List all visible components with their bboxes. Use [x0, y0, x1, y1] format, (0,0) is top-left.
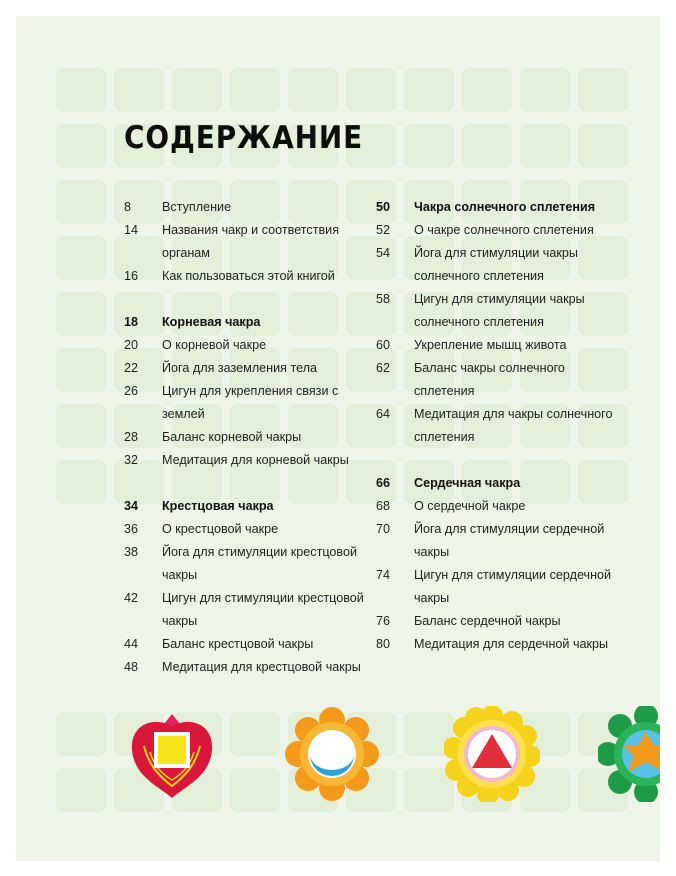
toc-page-number: 80 — [376, 637, 391, 651]
toc-page-number: 74 — [376, 568, 391, 582]
background-tile — [56, 68, 106, 112]
toc-section-heading — [124, 495, 374, 518]
background-tile — [462, 124, 512, 168]
toc-entry-title: О корневой чакре — [162, 338, 267, 352]
toc-page-number: 50 — [376, 200, 391, 214]
background-tile — [56, 124, 106, 168]
toc-entry — [124, 426, 374, 449]
toc-page-number: 70 — [376, 522, 391, 536]
background-tile — [56, 180, 106, 224]
toc-entry-title: Йога для стимуляции сердечной чакры — [414, 522, 605, 559]
toc-entry-title: О чакре солнечного сплетения — [414, 223, 594, 237]
toc-entry — [376, 219, 616, 242]
toc-page-number: 34 — [124, 499, 139, 513]
toc-page-number: 58 — [376, 292, 391, 306]
background-tile — [404, 124, 454, 168]
background-tile — [56, 460, 106, 504]
toc-section-heading — [376, 196, 616, 219]
toc-entry-title: Вступление — [162, 200, 232, 214]
toc-entry-title: Медитация для сердечной чакры — [414, 637, 609, 651]
background-tile — [462, 68, 512, 112]
background-tile — [520, 124, 570, 168]
toc-section-heading — [376, 472, 616, 495]
background-tile — [288, 68, 338, 112]
background-tile — [114, 68, 164, 112]
toc-page-number: 64 — [376, 407, 391, 421]
background-tile — [56, 348, 106, 392]
background-tile — [56, 292, 106, 336]
section-gap — [124, 472, 374, 495]
solar-plexus-chakra-icon — [444, 706, 540, 802]
toc-entry-title: Цигун для стимуляции чакры солнечного сплетения — [414, 292, 585, 329]
toc-page-number: 44 — [124, 637, 139, 651]
toc-entry — [124, 357, 374, 380]
sacral-chakra-icon — [284, 706, 380, 802]
toc-entry-title: Медитация для корневой чакры — [162, 453, 349, 467]
toc-entry — [124, 449, 374, 472]
toc-page-number: 42 — [124, 591, 139, 605]
toc-page-number: 32 — [124, 453, 139, 467]
toc-page-number: 60 — [376, 338, 391, 352]
toc-page-number: 20 — [124, 338, 139, 352]
toc-page-number: 26 — [124, 384, 139, 398]
section-gap — [124, 288, 374, 311]
toc-page-number: 36 — [124, 522, 139, 536]
toc-page-number: 8 — [124, 200, 132, 214]
toc-page-number: 16 — [124, 269, 139, 283]
toc-entry-title: Крестцовая чакра — [162, 499, 274, 513]
toc-entry — [124, 633, 374, 656]
toc-entry — [124, 196, 374, 219]
background-tile — [56, 404, 106, 448]
toc-entry — [376, 564, 616, 610]
toc-entry — [376, 610, 616, 633]
toc-entry-title: Йога для стимуляции крестцовой чакры — [162, 545, 358, 582]
toc-entry — [376, 334, 616, 357]
toc-entry — [124, 265, 374, 288]
toc-entry-title: Названия чакр и соответствия органам — [162, 223, 340, 260]
toc-entry — [376, 633, 616, 656]
toc-page-number: 38 — [124, 545, 139, 559]
toc-entry-title: Баланс корневой чакры — [162, 430, 302, 444]
heart-chakra-icon — [598, 706, 660, 802]
toc-entry — [124, 518, 374, 541]
background-tile — [56, 236, 106, 280]
toc-entry — [124, 380, 374, 426]
toc-entry — [376, 403, 616, 449]
background-tile — [230, 68, 280, 112]
toc-entry-title: Йога для заземления тела — [162, 361, 318, 375]
toc-entry-title: Цигун для стимуляции сердечной чакры — [414, 568, 612, 605]
toc-page-number: 68 — [376, 499, 391, 513]
toc-page-number: 52 — [376, 223, 391, 237]
toc-entry-title: Цигун для стимуляции крестцовой чакры — [162, 591, 364, 628]
toc-entry — [124, 656, 374, 679]
chakra-emblems — [16, 706, 660, 816]
toc-page-number: 28 — [124, 430, 139, 444]
page-title: СОДЕРЖАНИЕ — [124, 120, 364, 156]
toc-entry — [124, 587, 374, 633]
toc-entry-title: Укрепление мышц живота — [414, 338, 567, 352]
toc-page-number: 62 — [376, 361, 391, 375]
toc-page-number: 14 — [124, 223, 139, 237]
toc-entry-title: Баланс чакры солнечного сплетения — [414, 361, 565, 398]
toc-entry-title: О крестцовой чакре — [162, 522, 279, 536]
toc-entry-title: О сердечной чакре — [414, 499, 526, 513]
background-tile — [578, 124, 628, 168]
toc-entry — [124, 334, 374, 357]
toc-page-number: 48 — [124, 660, 139, 674]
background-tile — [346, 68, 396, 112]
section-gap — [376, 449, 616, 472]
toc-section-heading — [124, 311, 374, 334]
toc-entry-title: Медитация для крестцовой чакры — [162, 660, 361, 674]
toc-entry — [376, 357, 616, 403]
toc-entry-title: Корневая чакра — [162, 315, 261, 329]
toc-entry-title: Цигун для укрепления связи с землей — [162, 384, 339, 421]
toc-page-number: 66 — [376, 476, 391, 490]
background-tile — [404, 68, 454, 112]
toc-entry-title: Йога для стимуляции чакры солнечного сплетения — [414, 246, 578, 283]
root-chakra-icon — [124, 706, 220, 802]
background-tile — [520, 68, 570, 112]
toc-entry-title: Сердечная чакра — [414, 476, 521, 490]
toc-entry — [124, 219, 374, 265]
toc-right-column — [376, 196, 616, 656]
toc-entry-title: Как пользоваться этой книгой — [162, 269, 335, 283]
toc-entry — [124, 541, 374, 587]
toc-entry — [376, 495, 616, 518]
toc-entry — [376, 288, 616, 334]
toc-left-column — [124, 196, 374, 679]
toc-page-number: 22 — [124, 361, 139, 375]
toc-entry-title: Баланс сердечной чакры — [414, 614, 561, 628]
toc-entry-title: Медитация для чакры солнечного сплетения — [414, 407, 613, 444]
toc-page-number: 54 — [376, 246, 391, 260]
toc-entry-title: Баланс крестцовой чакры — [162, 637, 314, 651]
toc-entry-title: Чакра солнечного сплетения — [414, 200, 596, 214]
background-tile — [172, 68, 222, 112]
toc-page-number: 76 — [376, 614, 391, 628]
background-tile — [578, 68, 628, 112]
book-page — [16, 16, 660, 861]
toc-entry — [376, 242, 616, 288]
toc-page-number: 18 — [124, 315, 139, 329]
toc-entry — [376, 518, 616, 564]
